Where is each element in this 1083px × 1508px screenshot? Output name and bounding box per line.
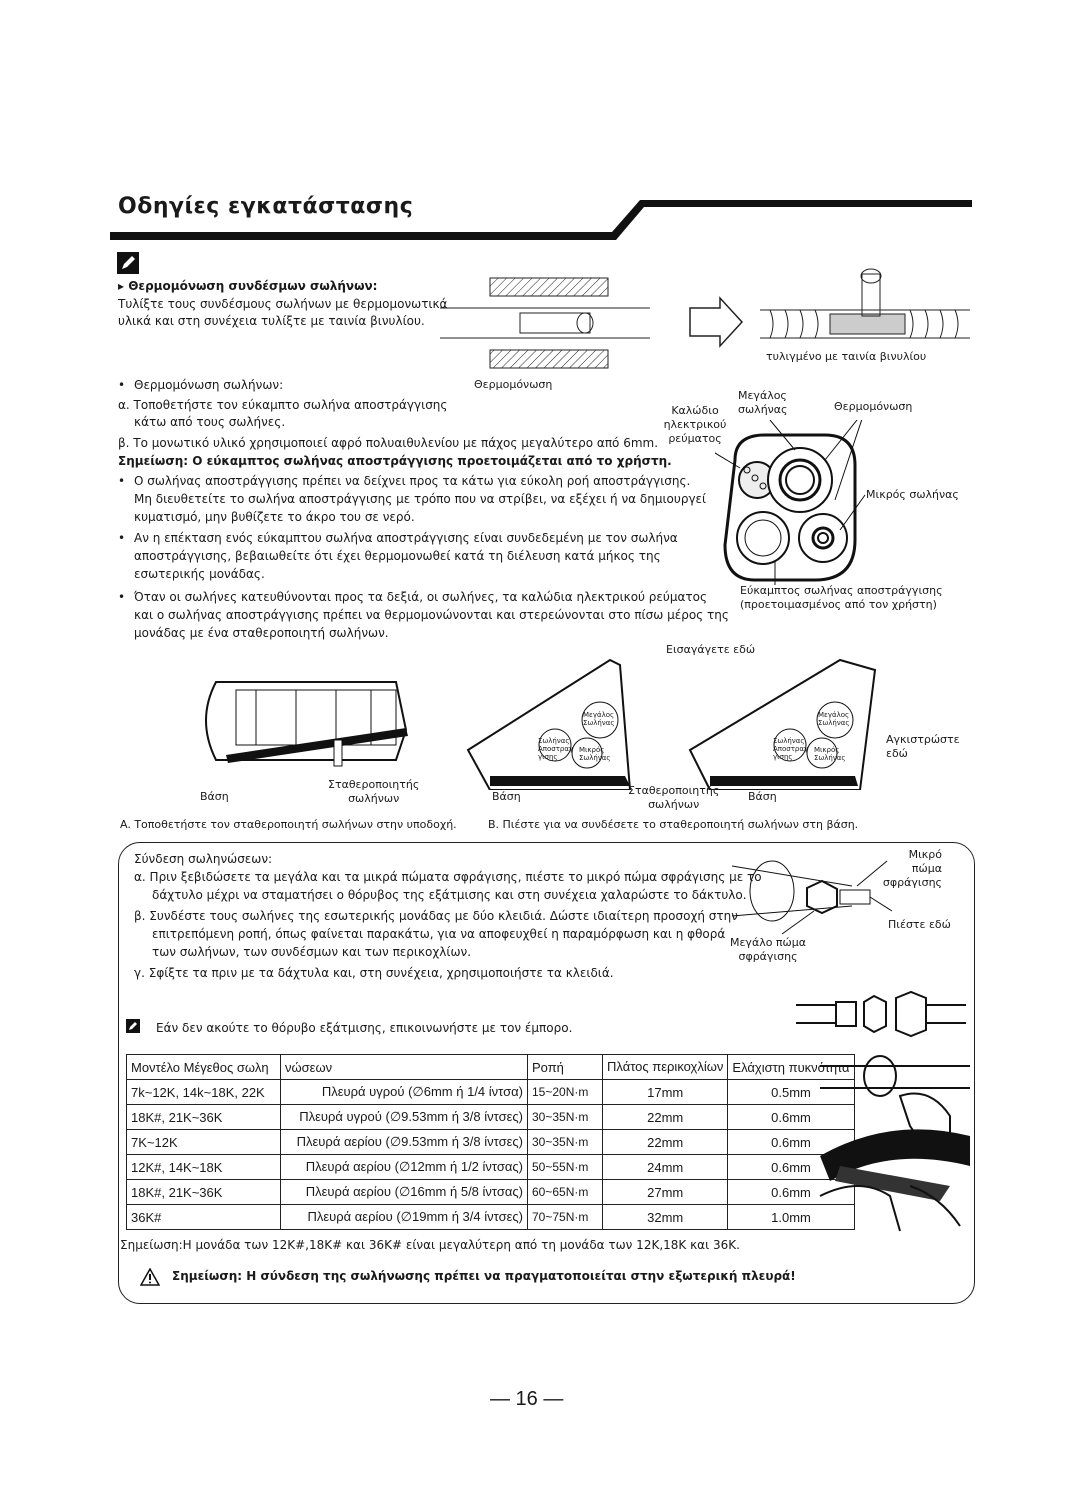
cell-pipe: Πλευρά υγρού (∅6mm ή 1/4 ίντσα) xyxy=(281,1080,528,1105)
cell-pipe: Πλευρά αερίου (∅12mm ή 1/2 ίντσας) xyxy=(281,1155,528,1180)
base-label-a: Βάση xyxy=(200,790,229,803)
cell-torque: 60~65N·m xyxy=(528,1180,603,1205)
section1-line2: υλικά και στη συνέχεια τυλίξτε με ταινία βινυλίου. xyxy=(118,314,425,328)
flare-nut-figure xyxy=(796,990,966,1040)
press-here-label: Πιέστε εδώ xyxy=(888,918,951,931)
cell-model: 7K~12K xyxy=(127,1130,281,1155)
conn-c: γ. Σφίξτε τα πριν με τα δάχτυλα και, στη συνέχεια, χρησιμοποιήστε τα κλειδιά. xyxy=(134,966,614,980)
bullet4-line2: και ο σωλήνας αποστράγγισης πρέπει να θερμομονώνονται και στερεώνονται στο πίσω μέρος της xyxy=(134,608,729,622)
bullet2-line3: κυματισμό, μην βυθίζετε το άκρο του σε νερό. xyxy=(134,510,415,524)
conn-b-line2: επιτρεπόμενη ροπή, όπως φαίνεται παρακάτω, για να αποφευχθεί η παραμόρφωση και η φθορά xyxy=(152,927,726,941)
cell-torque: 70~75N·m xyxy=(528,1205,603,1230)
pipe-cross-section xyxy=(715,420,875,585)
table-row xyxy=(127,1130,855,1155)
small-cap-label: Μικρό πώμα σφράγισης xyxy=(882,848,942,889)
caption-a: A. Τοποθετήστε τον σταθεροποιητή σωλήνων στην υποδοχή. xyxy=(120,818,457,831)
header-min-thickness: Ελάχιστη πυκνότητα xyxy=(728,1055,854,1080)
page-title: Οδηγίες εγκατάστασης xyxy=(118,194,414,219)
mini-large-label-1: Μεγάλος Σωλήνας xyxy=(583,711,615,727)
cell-model: 36K# xyxy=(127,1205,281,1230)
table-row xyxy=(127,1155,855,1180)
large-pipe-label: Μεγάλος σωλήνας xyxy=(738,389,788,416)
bullet4-line3: μονάδας με ένα σταθεροποιητή σωλήνων. xyxy=(134,626,389,640)
cell-pipe: Πλευρά αερίου (∅9.53mm ή 3/8 ίντσες) xyxy=(281,1130,528,1155)
cell-thickness: 1.0mm xyxy=(728,1205,854,1230)
bullet3-line2: αποστράγγισης, βεβαιωθείτε ότι έχει θερμομονωθεί κατά τη διέλευση κατά μήκος της xyxy=(134,549,661,563)
warning-icon xyxy=(140,1268,160,1286)
base-label-b1: Βάση xyxy=(492,790,521,803)
cell-pipe: Πλευρά αερίου (∅19mm ή 3/4 ίντσες) xyxy=(281,1205,528,1230)
mini-small-label-2: Μικρός Σωλήνας xyxy=(814,746,846,762)
item-a: α. Τοποθετήστε τον εύκαμπτο σωλήνα αποστράγγισης xyxy=(118,398,448,412)
stabilizer-label-a: Σταθεροποιητής σωλήνων xyxy=(328,778,420,805)
model-note: Σημείωση:Η μονάδα των 12K#,18K# και 36K# είναι μεγαλύτερη από τη μονάδα των 12K,18K και 36K. xyxy=(120,1238,740,1252)
cell-model: 18K#, 21K~36K xyxy=(127,1105,281,1130)
torque-table xyxy=(126,1054,855,1230)
stabilizer-label-b: Σταθεροποιητής σωλήνων xyxy=(628,784,720,811)
cell-nut-width: 32mm xyxy=(603,1205,728,1230)
bullet4-line1: • Όταν οι σωλήνες κατευθύνονται προς τα δεξιά, οι σωλήνες, τα καλώδια ηλεκτρικού ρεύματος xyxy=(134,589,707,606)
bullet3-line1: • Αν η επέκταση ενός εύκαμπτου σωλήνα αποστράγγισης είναι συνδεδεμένη με τον σωλήνα xyxy=(134,530,678,547)
cell-thickness: 0.5mm xyxy=(728,1080,854,1105)
cell-thickness: 0.6mm xyxy=(728,1105,854,1130)
conn-b-line1: β. Συνδέστε τους σωλήνες της εσωτερικής μονάδας με δύο κλειδιά. Δώστε ιδιαίτερη προσοχή στην xyxy=(134,909,738,923)
wrench-illustration xyxy=(810,1046,970,1236)
cell-torque: 30~35N·m xyxy=(528,1105,603,1130)
cell-thickness: 0.6mm xyxy=(728,1130,854,1155)
table-row xyxy=(127,1180,855,1205)
cell-thickness: 0.6mm xyxy=(728,1155,854,1180)
cable-label: Καλώδιο ηλεκτρικού ρεύματος xyxy=(663,404,727,445)
cell-nut-width: 22mm xyxy=(603,1130,728,1155)
bullet2-line2: Μη διευθετείτε το σωλήνα αποστράγγισης με τρόπο που να στρίβει, να εξέχει ή να δημιουργεί xyxy=(134,492,707,506)
insert-here-label: Εισαγάγετε εδώ xyxy=(666,643,756,656)
cell-nut-width: 22mm xyxy=(603,1105,728,1130)
header-nut-width: Πλάτος περικοχλίων xyxy=(603,1055,728,1080)
indoor-unit-figure xyxy=(196,670,436,780)
insulation-label: Θερμομόνωση xyxy=(474,378,553,391)
mini-drain-label-1: Σωλήνας Αποστραγ γισης xyxy=(538,737,574,761)
large-cap-label: Μεγάλο πώμα σφράγισης xyxy=(730,936,807,963)
cross-insulation-label: Θερμομόνωση xyxy=(834,400,913,413)
page-number: — 16 — xyxy=(490,1388,564,1410)
table-row xyxy=(127,1105,855,1130)
cell-model: 7k~12K, 14k~18K, 22K xyxy=(127,1080,281,1105)
header-band xyxy=(0,0,1083,260)
cell-model: 12K#, 14K~18K xyxy=(127,1155,281,1180)
dealer-note: Εάν δεν ακούτε το θόρυβο εξάτμισης, επικοινωνήστε με τον έμπορο. xyxy=(156,1021,573,1035)
header-pipes: νώσεων xyxy=(281,1055,528,1080)
table-row xyxy=(127,1080,855,1105)
bullet2-line1: • Ο σωλήνας αποστράγγισης πρέπει να δείχνει προς τα κάτω για εύκολη ροή αποστράγγισης. xyxy=(134,473,690,490)
stabilizer-bracket-figure xyxy=(460,650,880,790)
section1-line1: Τυλίξτε τους συνδέσμους σωλήνων με θερμομονωτικά xyxy=(118,297,448,311)
mini-small-label-1: Μικρός Σωλήνας xyxy=(579,746,611,762)
note-icon-small xyxy=(126,1019,142,1035)
conn-b-line3: των σωλήνων, των συνδέσμων και των περικοχλίων. xyxy=(152,945,472,959)
cell-nut-width: 17mm xyxy=(603,1080,728,1105)
small-pipe-label: Μικρός σωλήνας xyxy=(866,488,959,501)
mini-large-label-2: Μεγάλος Σωλήνας xyxy=(818,711,850,727)
header-model: Μοντέλο Μέγεθος σωλη xyxy=(127,1055,281,1080)
item-a2: κάτω από τους σωλήνες. xyxy=(134,415,286,429)
cell-torque: 50~55N·m xyxy=(528,1155,603,1180)
caption-b: B. Πιέστε για να συνδέσετε το σταθεροποιητή σωλήνων στη βάση. xyxy=(488,818,859,831)
connection-title: Σύνδεση σωληνώσεων: xyxy=(134,852,273,866)
drain-note: Σημείωση: Ο εύκαμπτος σωλήνας αποστράγγισης προετοιμάζεται από το χρήστη. xyxy=(118,454,672,468)
table-header-row xyxy=(127,1055,855,1080)
mini-drain-label-2: Σωλήνας Αποστραγ γισης xyxy=(773,737,809,761)
bullet3-line3: εσωτερικής μονάδας. xyxy=(134,567,265,581)
table-row xyxy=(127,1205,855,1230)
conn-a-line2: δάχτυλο μέχρι να σταματήσει ο θόρυβος της εξάτμισης και στη συνέχεια χαλαρώστε το δάκτυλο. xyxy=(152,888,747,902)
cell-model: 18K#, 21K~36K xyxy=(127,1180,281,1205)
base-label-b2: Βάση xyxy=(748,790,777,803)
section1-heading: ▸ Θερμομόνωση συνδέσμων σωλήνων: xyxy=(118,279,378,293)
warning-note: Σημείωση: Η σύνδεση της σωλήνωσης πρέπει να πραγματοποιείται στην εξωτερική πλευρά! xyxy=(172,1269,796,1283)
wrapped-label: τυλιγμένο με ταινία βινυλίου xyxy=(766,350,927,363)
section2-bullet-title: • Θερμομόνωση σωλήνων: xyxy=(134,377,283,394)
cell-pipe: Πλευρά αερίου (∅16mm ή 5/8 ίντσας) xyxy=(281,1180,528,1205)
conn-a-line1: α. Πριν ξεβιδώσετε τα μεγάλα και τα μικρά πώματα σφράγισης, πιέστε το μικρό πώμα σφράγισης με το xyxy=(134,870,762,884)
cell-torque: 15~20N·m xyxy=(528,1080,603,1105)
sealing-caps-figure xyxy=(722,856,902,936)
cell-nut-width: 27mm xyxy=(603,1180,728,1205)
hook-here-label: Αγκιστρώστε εδώ xyxy=(886,733,960,760)
header-torque: Ροπή xyxy=(528,1055,603,1080)
cell-pipe: Πλευρά υγρού (∅9.53mm ή 3/8 ίντσες) xyxy=(281,1105,528,1130)
note-icon xyxy=(117,252,139,274)
drain-pipe-label: Εύκαμπτος σωλήνας αποστράγγισης (προετοιμασμένος από τον χρήστη) xyxy=(740,584,943,611)
cell-nut-width: 24mm xyxy=(603,1155,728,1180)
cell-thickness: 0.6mm xyxy=(728,1180,854,1205)
item-b: β. Το μονωτικό υλικό χρησιμοποιεί αφρό πολυαιθυλενίου με πάχος μεγαλύτερο από 6mm. xyxy=(118,436,659,450)
cell-torque: 30~35N·m xyxy=(528,1130,603,1155)
